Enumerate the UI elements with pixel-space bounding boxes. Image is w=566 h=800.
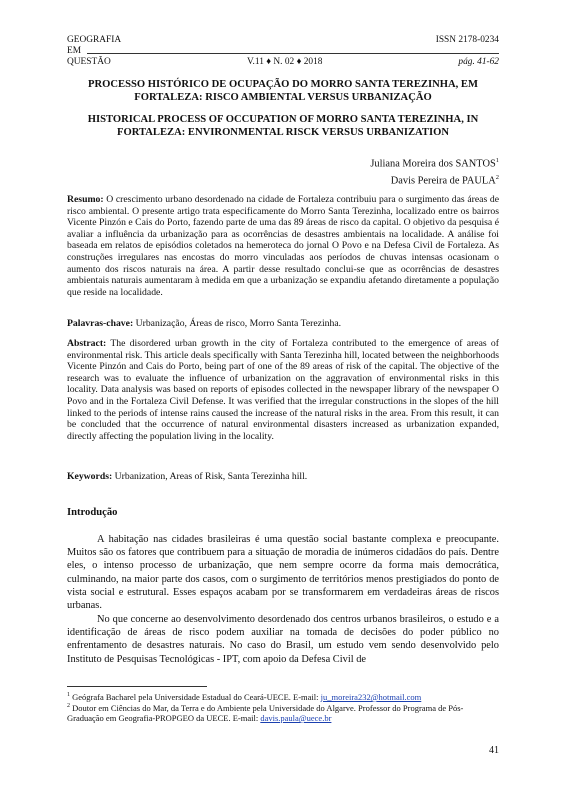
keywords-text: Urbanization, Areas of Risk, Santa Terezinha hill. — [112, 471, 308, 482]
journal-name-line3: QUESTÃO — [67, 57, 111, 67]
title-english: HISTORICAL PROCESS OF OCCUPATION OF MORRO SANTA TEREZINHA, IN FORTALEZA: ENVIRONMENTAL RISCK VERSUS URBANIZATION — [87, 114, 479, 138]
author-2-mark: 2 — [495, 174, 499, 182]
footnote-2-text: Doutor em Ciências do Mar, da Terra e do Ambiente pela Universidade do Algarve. Professor do Programa de Pós-Graduação em Geografia-PROPGEO da UECE. E-mail: — [67, 702, 464, 724]
footnote-2-email-link[interactable]: davis.paula@uece.br — [260, 713, 332, 724]
keywords-label: Keywords: — [67, 471, 113, 482]
running-header — [67, 35, 499, 68]
page-number: 41 — [489, 745, 499, 756]
abstract — [67, 338, 499, 442]
author-1 — [370, 154, 499, 171]
author-2 — [370, 171, 499, 188]
author-1-mark: 1 — [495, 157, 499, 164]
volume-info: V.11 ♦ N. 02 ♦ 2018 — [247, 57, 323, 67]
abstract-text: The disordered urban growth in the city of Fortaleza contributed to the emergence of areas of environmental risk. This article deals specifically with Santa Terezinha hill, located between the neighborhoods Vicente Pinzón and Cais do Porto, being part of one of the 89 areas of risk of the capital. The objective of the research was to evaluate the influence of urbanization on the aggravation of environmental risks in this locality. Data analysis was based on reports of episodes collected in the newspaper library of the newspaper O Povo and in the Fortaleza Civil Defense. It was verified that the irregular constructions in the slopes of the hill linked to the periods of intense rains caused the increase of the natural risks in the area. From this result, it can be concluded that the occurrence of natural environmental disasters increased as urbanization expanded, directly affecting the population living in the locality. — [67, 338, 499, 442]
section-heading-introducao: Introdução — [67, 507, 118, 518]
author-list — [370, 154, 499, 189]
author-1-name: Juliana Moreira dos SANTOS — [370, 158, 496, 170]
resumo-label: Resumo: — [67, 194, 104, 205]
footnote-2 — [67, 701, 499, 723]
footnote-1-email-link[interactable]: ju_moreira232@hotmail.com — [320, 691, 422, 702]
body-paragraph-2: No que concerne ao desenvolvimento desordenado dos centros urbanos brasileiros, o estudo e a identificação de áreas de risco podem auxiliar na tomada de decisões do poder público no enfrentamento de desastres naturais. No caso do Brasil, um estudo vem sendo desenvolvido pelo Instituto de Pesquisas Tecnológicas - IPT, com apoio da Defesa Civil de — [67, 614, 499, 665]
resumo — [67, 194, 499, 298]
journal-name-line1: GEOGRAFIA — [67, 35, 122, 45]
issn: ISSN 2178-0234 — [435, 35, 499, 45]
title-portuguese: PROCESSO HISTÓRICO DE OCUPAÇÃO DO MORRO SANTA TEREZINHA, EM FORTALEZA: RISCO AMBIENTAL VERSUS URBANIZAÇÃO — [88, 79, 478, 103]
page-range: pág. 41-62 — [458, 57, 499, 67]
palavras-chave-label: Palavras-chave: — [67, 318, 134, 329]
footnote-1-text: Geógrafa Bacharel pela Universidade Estadual do Ceará-UECE. E-mail: — [70, 691, 321, 702]
author-2-name: Davis Pereira de PAULA — [390, 175, 496, 187]
palavras-chave — [67, 318, 499, 330]
journal-name-line2: EM — [67, 46, 82, 56]
abstract-label: Abstract: — [67, 338, 107, 349]
footnote-1-mark: 1 — [67, 692, 70, 698]
header-rule — [87, 53, 499, 54]
keywords — [67, 471, 499, 483]
footnote-rule — [67, 686, 207, 687]
palavras-chave-text: Urbanização, Áreas de risco, Morro Santa Terezinha. — [133, 318, 342, 329]
body-paragraph-1: A habitação nas cidades brasileiras é uma questão social bastante complexa e preocupante. Muitos são os fatores que contribuem para a situação de moradia de inúmeros cidadãos do país. Dentre eles, o intenso processo de urbanização, que nem sempre ocorre da forma mais democrática, culminando, na maior parte dos casos, com o surgimento de territórios menos prestigiados do ponto de vista social e estrutural. Esses espaços acabam por se transformarem em verdadeiras áreas de riscos urbanas. — [67, 534, 499, 612]
footnote-2-mark: 2 — [67, 703, 70, 709]
resumo-text: O crescimento urbano desordenado na cidade de Fortaleza contribuiu para o surgimento das áreas de risco ambiental. O presente artigo trata especificamente do Morro Santa Terezinha, localizado entre os bairros Vicente Pinzón e Cais do Porto, fazendo parte de uma das 89 áreas de risco da capital. O objetivo da pesquisa é avaliar a influência da urbanização para as ocorrências de desastres ambientais na localidade. A análise foi baseada em relatos de episódios coletados na hemeroteca do jornal O Povo e na Defesa Civil de Fortaleza. As construções irregulares nas encostas do morro vinculadas aos períodos de chuvas intensas ocasionam o aumento dos riscos naturais na área. A partir desse resultado conclui-se que as ocorrências de desastres ambientais naturais aumentaram à medida em que a urbanização se expandiu afetando diretamente a população que reside na localidade. — [67, 194, 499, 298]
